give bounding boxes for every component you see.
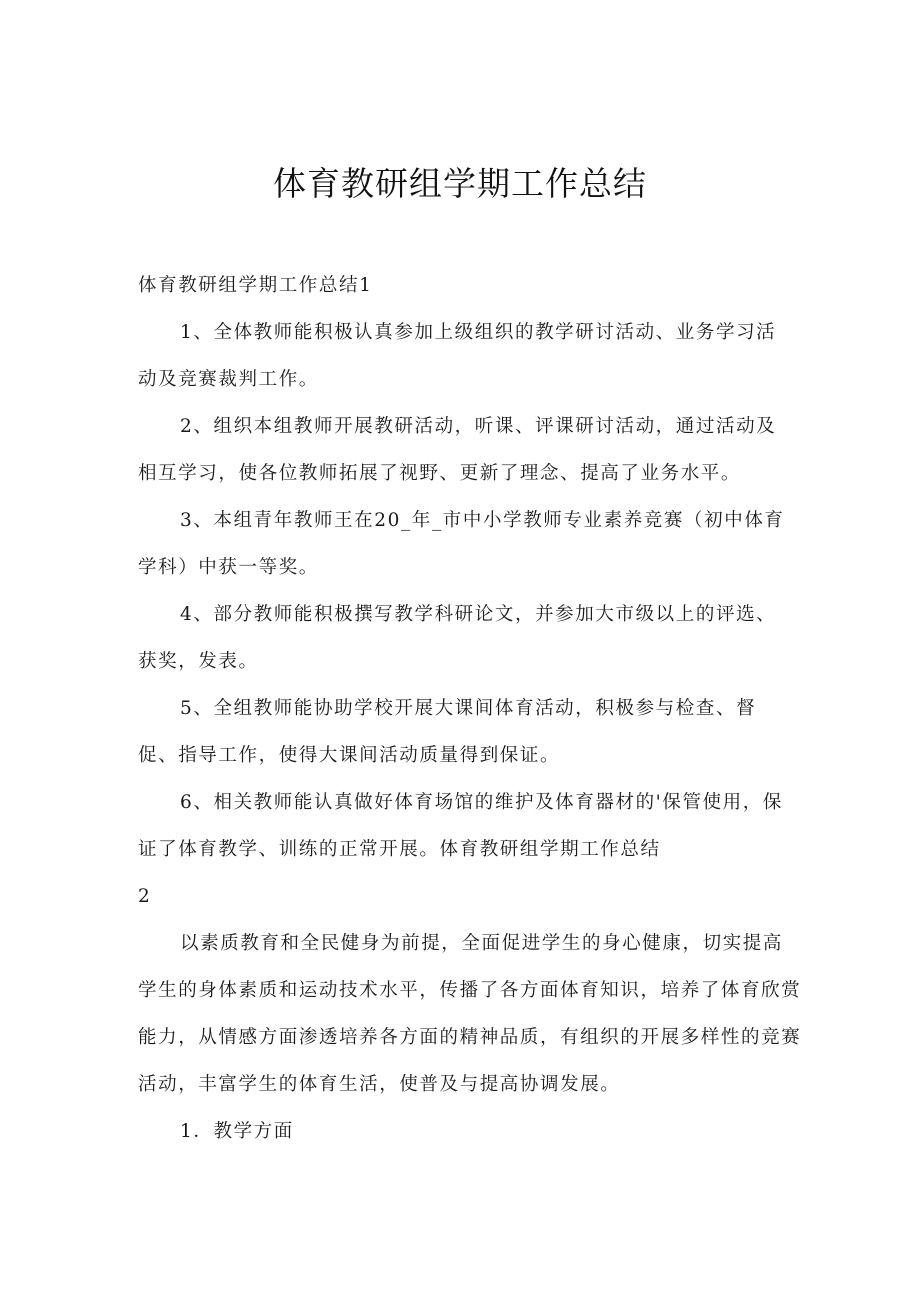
list-item-6-line-2: 证了体育教学、训练的正常开展。体育教研组学期工作总结 bbox=[138, 839, 661, 860]
list-item-2-line-1: 2、组织本组教师开展教研活动，听课、评课研讨活动，通过活动及 bbox=[180, 416, 777, 437]
list-item-1-line-1: 1、全体教师能积极认真参加上级组织的教学研讨活动、业务学习活 bbox=[180, 322, 777, 343]
list-item-5 bbox=[138, 685, 786, 779]
list-item-3-line-1: 3、本组青年教师王在20_年_市中小学教师专业素养竞赛（初中体育 bbox=[180, 510, 785, 531]
subheading-teaching-text: 1．教学方面 bbox=[180, 1121, 294, 1142]
list-item-2-line-2: 相互学习，使各位教师拓展了视野、更新了理念、提高了业务水平。 bbox=[138, 463, 742, 484]
list-item-5-line-2: 促、指导工作，使得大课间活动质量得到保证。 bbox=[138, 745, 561, 766]
list-item-2 bbox=[138, 403, 786, 497]
list-item-6-line-1: 6、相关教师能认真做好体育场馆的维护及体育器材的'保管使用，保 bbox=[180, 792, 783, 813]
list-item-1-line-2: 动及竞赛裁判工作。 bbox=[138, 369, 319, 390]
subheading-teaching bbox=[138, 1108, 786, 1155]
section-number-2-text: 2 bbox=[138, 886, 152, 907]
section-heading-1-text: 体育教研组学期工作总结1 bbox=[138, 275, 373, 296]
list-item-3-line-2: 学科）中获一等奖。 bbox=[138, 557, 319, 578]
list-item-3 bbox=[138, 497, 786, 591]
list-item-4 bbox=[138, 591, 786, 685]
section-number-2 bbox=[138, 873, 786, 920]
list-item-6 bbox=[138, 779, 786, 873]
document-title: 体育教研组学期工作总结 bbox=[273, 164, 647, 203]
intro-paragraph bbox=[138, 920, 802, 1108]
list-item-1 bbox=[138, 309, 786, 403]
list-item-4-line-2: 获奖，发表。 bbox=[138, 651, 259, 672]
intro-line-3: 能力，从情感方面渗透培养各方面的精神品质，有组织的开展多样性的竞赛 bbox=[138, 1027, 802, 1048]
intro-line-2: 学生的身体素质和运动技术水平，传播了各方面体育知识，培养了体育欣赏 bbox=[138, 980, 802, 1001]
list-item-4-line-1: 4、部分教师能积极撰写教学科研论文，并参加大市级以上的评选、 bbox=[180, 604, 777, 625]
intro-line-1: 以素质教育和全民健身为前提，全面促进学生的身心健康，切实提高 bbox=[180, 933, 784, 954]
section-heading-1 bbox=[138, 262, 786, 309]
document-body bbox=[138, 262, 802, 1155]
list-item-5-line-1: 5、全组教师能协助学校开展大课间体育活动，积极参与检查、督 bbox=[180, 698, 757, 719]
intro-line-4: 活动，丰富学生的体育生活，使普及与提高协调发展。 bbox=[138, 1074, 621, 1095]
